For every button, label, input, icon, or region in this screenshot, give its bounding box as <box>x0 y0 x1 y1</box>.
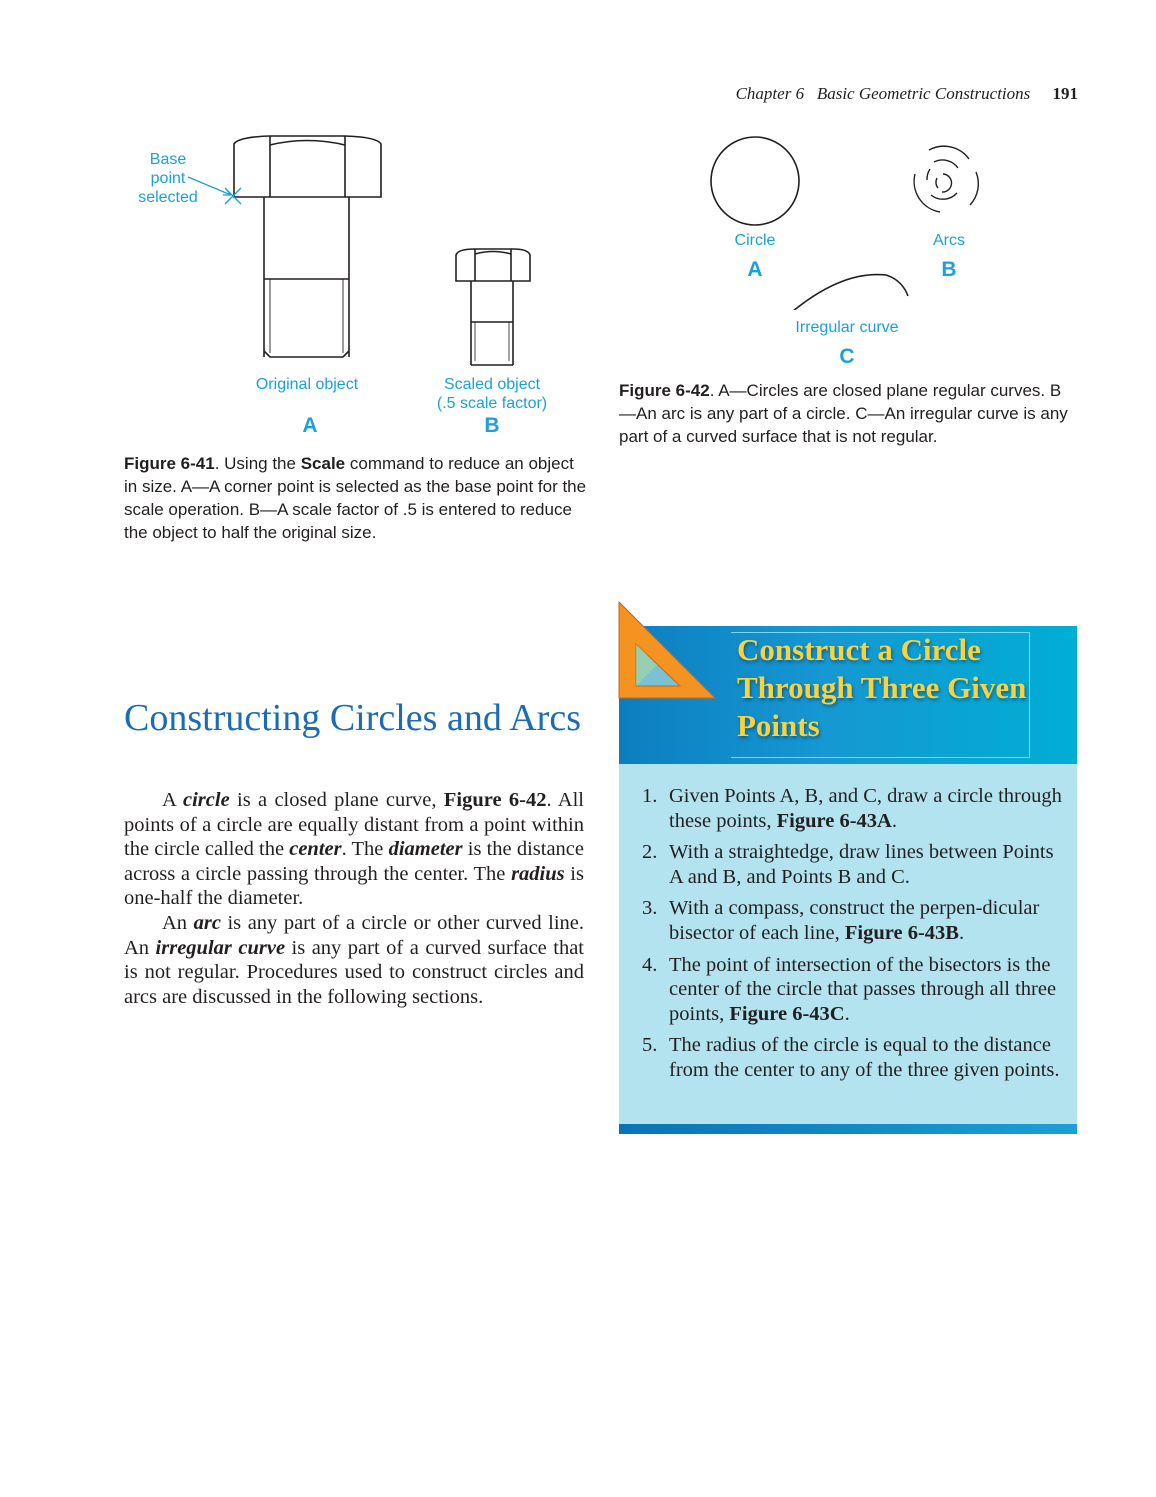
arcs-shape <box>914 146 978 212</box>
figure-6-41-caption: Figure 6-41. Using the Scale command to reduce an object in size. A—A corner point is selected as the base point for the scale operation. B—A scale factor of .5 is entered to reduce the object to half the original size. <box>124 454 587 542</box>
procedure-step <box>642 840 1067 889</box>
paragraph-1 <box>124 788 584 911</box>
step-number: 5. <box>642 1034 658 1057</box>
procedure-bottom-bar <box>619 1124 1077 1134</box>
drafting-triangle-icon <box>609 600 729 710</box>
figure-6-41-letter-b: B <box>484 414 500 437</box>
text-run: The point of intersection of the bisectors is the center of the circle that passes through all three points, <box>669 953 1057 1025</box>
arcs-label: Arcs <box>933 232 965 249</box>
paragraph-2 <box>124 911 584 1009</box>
text-run: With a compass, construct the perpen-dicular bisector of each line, <box>669 897 1040 944</box>
irregular-curve-label: Irregular curve <box>795 319 899 336</box>
original-bolt <box>234 136 381 357</box>
text-run: is a closed plane curve, <box>229 789 444 811</box>
procedure-step <box>642 896 1067 945</box>
text-run: . All points of a circle are equally distant from a point within the circle called the <box>124 789 584 861</box>
procedure-step <box>642 953 1067 1027</box>
circle-label: Circle <box>734 232 776 249</box>
text-run: Figure 6-43B <box>844 921 959 944</box>
text-run: . <box>844 1002 850 1025</box>
text-run: The radius of the circle is equal to the distance from the center to any of the three given points. <box>669 1034 1060 1081</box>
figure-6-42-letter-c: C <box>839 345 855 368</box>
circle-shape <box>711 137 799 225</box>
text-run: Figure 6-43C <box>729 1002 845 1025</box>
step-number: 2. <box>642 841 658 864</box>
text-run: With a straightedge, draw lines between Points A and B, and Points B and C. <box>669 841 1054 888</box>
scaled-bolt <box>456 249 530 365</box>
step-number: 4. <box>642 953 658 976</box>
text-run: . <box>891 809 897 832</box>
section-title: Constructing Circles and Arcs <box>124 697 581 739</box>
text-run: center <box>289 838 342 861</box>
step-number: 3. <box>642 897 658 920</box>
text-run: . The <box>341 838 389 861</box>
irregular-curve-shape <box>786 275 908 310</box>
procedure-step <box>642 1033 1067 1082</box>
procedure-steps <box>642 784 1067 1090</box>
text-run: diameter <box>388 838 463 861</box>
text-run: Given Points A, B, and C, draw a circle through these points, <box>669 785 1062 832</box>
figure-6-42-drawing <box>690 130 1010 310</box>
text-run: An <box>162 911 194 934</box>
original-object-label: Original object <box>255 376 359 393</box>
figure-6-41-letter-a: A <box>302 414 318 437</box>
text-run: is any part of a curved surface that is not regular. Procedures used to construct circles and arcs are discussed in the following sections. <box>124 936 584 1008</box>
base-point-label: Base point selected <box>138 151 198 206</box>
text-run: is one-half the diameter. <box>124 862 584 910</box>
figure-6-42-letter-b: B <box>941 258 957 281</box>
text-run: radius <box>511 862 565 885</box>
text-run: is the distance across a circle passing through the center. The <box>124 838 584 885</box>
running-header <box>600 84 1078 104</box>
text-run: A <box>162 789 184 811</box>
text-run: . <box>958 921 965 944</box>
page-number: 191 <box>1052 84 1078 103</box>
procedure-box <box>619 626 1077 1134</box>
text-run: circle <box>183 789 230 811</box>
scaled-object-label: Scaled object (.5 scale factor) <box>436 376 548 412</box>
procedure-step <box>642 784 1067 833</box>
figure-6-42-letter-a: A <box>747 258 763 281</box>
body-text <box>124 788 584 1009</box>
procedure-title: Construct a Circle Through Three Given Points <box>737 632 1027 743</box>
chapter-label: Chapter 6 Basic Geometric Constructions <box>735 84 1031 103</box>
text-run: irregular curve <box>155 936 286 959</box>
text-run: arc <box>193 911 221 934</box>
step-number: 1. <box>642 785 658 807</box>
figure-6-42-caption: Figure 6-42. A—Circles are closed plane regular curves. B—An arc is any part of a circle. C—An irregular curve is any part of a curved surface that is not regular. <box>619 381 1068 446</box>
text-run: Figure 6-43A <box>776 809 892 832</box>
text-run: Figure 6-42 <box>443 789 547 811</box>
text-run: is any part of a circle or other curved line. An <box>124 911 585 959</box>
